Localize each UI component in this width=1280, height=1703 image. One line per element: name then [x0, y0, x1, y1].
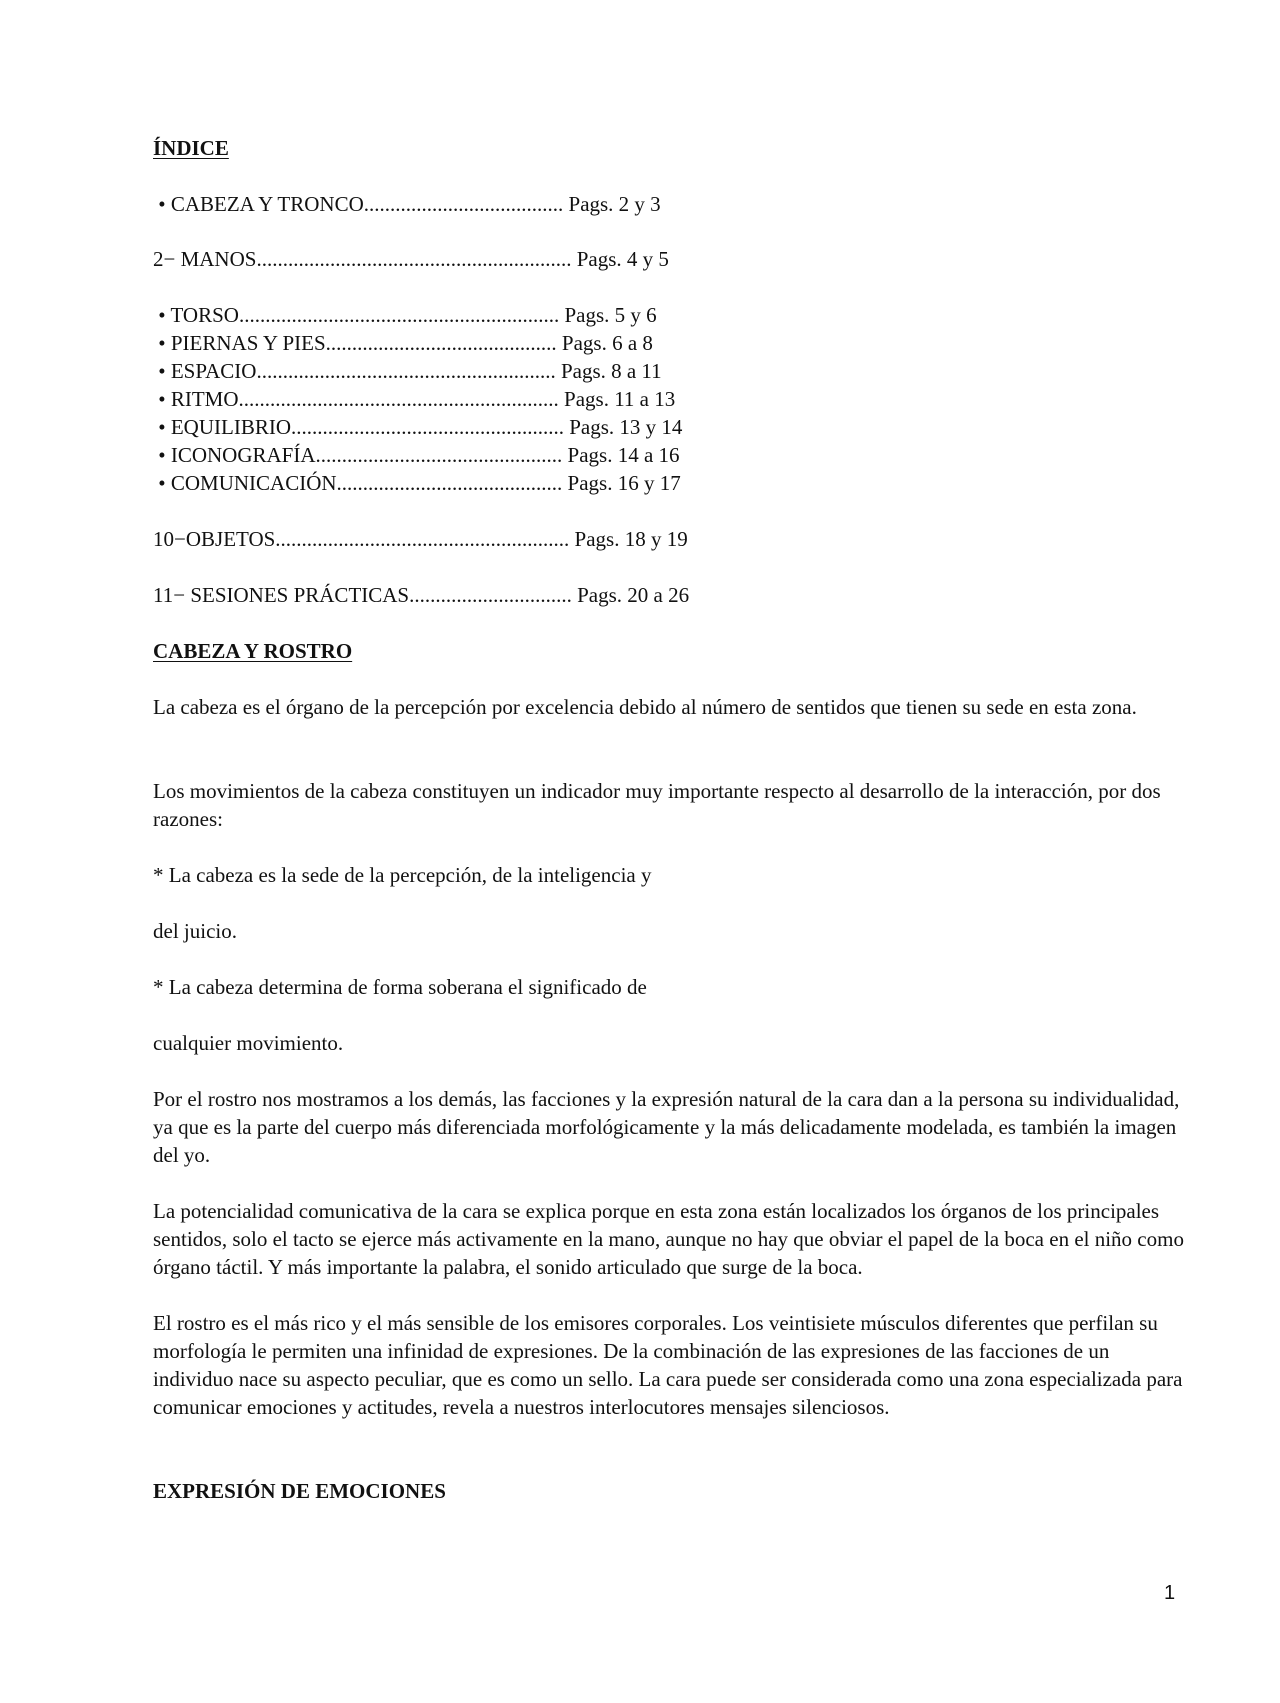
page-number: 1: [1164, 1582, 1176, 1604]
toc-entry-iconografia: • ICONOGRAFÍA............................................... Pags. 14 a 16: [153, 443, 680, 467]
toc-entry-equilibrio: • EQUILIBRIO.................................................... Pags. 13 y 14: [153, 415, 683, 439]
paragraph: Por el rostro nos mostramos a los demás, las facciones y la expresión natural de la cara dan a la persona su individualidad, ya que es la parte del cuerpo más diferenciada morfológicamente y la más delicadamente modelada, es también la imagen del yo.: [153, 1087, 1180, 1167]
paragraph: El rostro es el más rico y el más sensible de los emisores corporales. Los veintisiete músculos diferentes que perfilan su morfología le permiten una infinidad de expresiones. De la combinación de las expresiones de las facciones de un individuo nace su aspecto peculiar, que es como un sello. La cara puede ser considerada como una zona especializada para comunicar emociones y actitudes, revela a nuestros interlocutores mensajes silenciosos.: [153, 1311, 1183, 1419]
section-title-cabeza-rostro: CABEZA Y ROSTRO: [153, 639, 353, 663]
paragraph: La potencialidad comunicativa de la cara se explica porque en esta zona están localizados los órganos de los principales sentidos, solo el tacto se ejerce más activamente en la mano, aunque no hay que obviar el papel de la boca en el niño como órgano táctil. Y más importante la palabra, el sonido articulado que surge de la boca.: [153, 1199, 1184, 1279]
toc-entry-manos: 2− MANOS............................................................ Pags. 4 y 5: [153, 247, 669, 271]
toc-entry-objetos: 10−OBJETOS........................................................ Pags. 18 y 19: [153, 527, 688, 551]
toc-title: ÍNDICE: [153, 136, 229, 160]
paragraph: Los movimientos de la cabeza constituyen un indicador muy importante respecto al desarrollo de la interacción, por dos razones:: [153, 779, 1161, 831]
toc-entry-espacio: • ESPACIO......................................................... Pags. 8 a 11: [153, 359, 662, 383]
section-title-expresion-emociones: EXPRESIÓN DE EMOCIONES: [153, 1479, 446, 1503]
toc-entry-ritmo: • RITMO............................................................. Pags. 11 a 13: [153, 387, 676, 411]
paragraph: La cabeza es el órgano de la percepción por excelencia debido al número de sentidos que tienen su sede en esta zona.: [153, 695, 1137, 719]
toc-entry-comunicacion: • COMUNICACIÓN........................................... Pags. 16 y 17: [153, 471, 681, 495]
toc-entry-piernas-pies: • PIERNAS Y PIES............................................ Pags. 6 a 8: [153, 331, 653, 355]
toc-entry-sesiones-practicas: 11− SESIONES PRÁCTICAS............................... Pags. 20 a 26: [153, 583, 690, 607]
toc-entry-torso: • TORSO............................................................. Pags. 5 y 6: [153, 303, 657, 327]
paragraph: del juicio.: [153, 919, 237, 943]
paragraph: cualquier movimiento.: [153, 1031, 344, 1055]
toc-entry-cabeza-tronco: • CABEZA Y TRONCO...................................... Pags. 2 y 3: [153, 192, 661, 216]
paragraph: * La cabeza es la sede de la percepción, de la inteligencia y: [153, 863, 652, 887]
paragraph: * La cabeza determina de forma soberana el significado de: [153, 975, 647, 999]
